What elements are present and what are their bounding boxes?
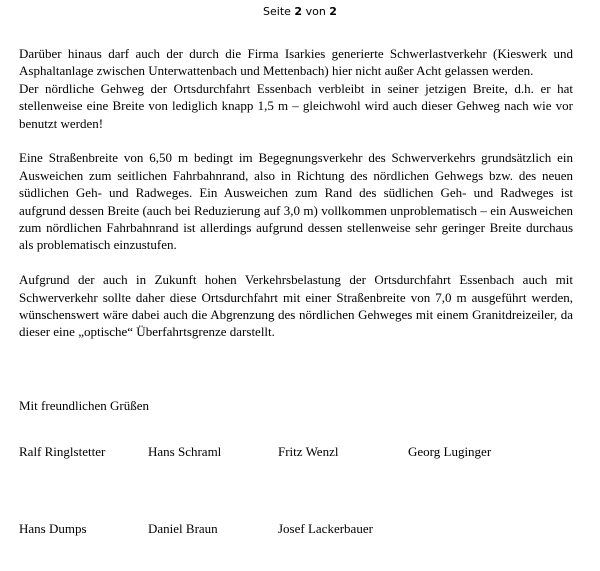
paragraph-road-width xyxy=(19,149,573,253)
signer-name: Hans Dumps xyxy=(19,521,87,536)
paragraph-line: Aufgrund der auch in Zukunft hohen Verkehrsbelastung der Ortsdurchfahrt Essenbach auch mit Schwerverkehr sollte daher diese Ortsdurchfahrt mit einer Straßenbreite von 7,0 m ausgeführt werden, wünschenswert wäre dabei auch die Abgrenzung des nördlichen Gehweges mit einem Granitdreizeiler, da dieser eine „optische“ Überfahrtsgrenze darstellt. xyxy=(19,272,573,340)
signer-name: Hans Schraml xyxy=(148,444,222,459)
signer-name: Georg Luginger xyxy=(408,444,492,459)
signer-name: Daniel Braun xyxy=(148,521,218,536)
paragraph-line: Eine Straßenbreite von 6,50 m bedingt im Begegnungsverkehr des Schwerverkehrs grundsätzlich ein Ausweichen zum seitlichen Fahrbahnrand, also in Richtung des nördlichen Gehwegs bzw. des neuen südlichen Geh- und Radweges. Ein Ausweichen zum Rand des südlichen Geh- und Radweges ist aufgrund dessen Breite (auch bei Reduzierung auf 3,0 m) vollkommen unproblematisch – ein Ausweichen zum nördlichen Fahrbahnrand ist allerdings aufgrund dessen stellenweise sehr geringer Breite durchaus als problematisch einzustufen. xyxy=(19,150,573,253)
paragraph-line: Darüber hinaus darf auch der durch die Firma Isarkies generierte Schwerlastverkehr (Kieswerk und Asphaltanlage zwischen Unterwattenbach und Mettenbach) hier nicht außer Acht gelassen werden. xyxy=(19,46,573,79)
paragraph-heavy-traffic xyxy=(19,45,573,132)
paragraph-line: Der nördliche Gehweg der Ortsdurchfahrt Essenbach verbleibt in seiner jetzigen Breite, d.h. er hat stellenweise eine Breite von lediglich knapp 1,5 m – gleichwohl wird auch dieser Gehweg nach wie vor benutzt werden! xyxy=(19,80,573,131)
page-label: Seite xyxy=(263,5,295,18)
letter-body xyxy=(19,45,573,358)
signer-name: Ralf Ringlstetter xyxy=(19,444,106,459)
signer-name: Fritz Wenzl xyxy=(278,444,339,459)
closing-greeting: Mit freundlichen Grüßen xyxy=(19,398,149,413)
page-separator: von xyxy=(302,5,330,18)
paragraph-conclusion xyxy=(19,271,573,341)
page-number-header xyxy=(0,5,600,18)
total-page-number: 2 xyxy=(329,5,337,18)
current-page-number: 2 xyxy=(294,5,303,18)
signer-name: Josef Lackerbauer xyxy=(278,521,373,536)
